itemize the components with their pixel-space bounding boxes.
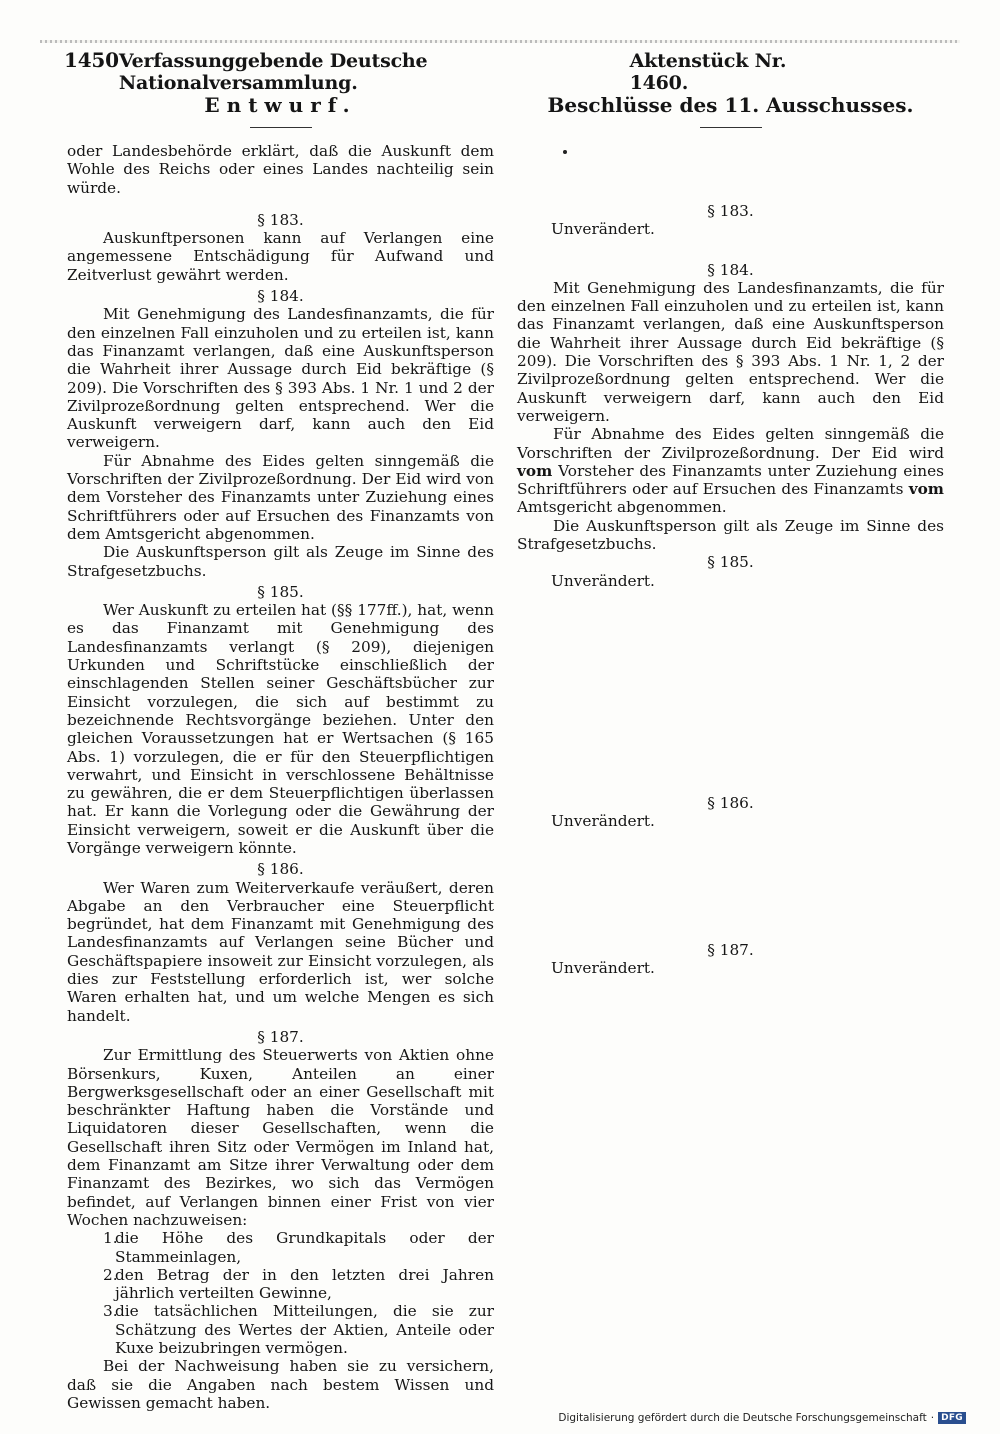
section-184-paragraph-2 <box>517 425 944 516</box>
section-187-paragraph-2: Bei der Nachweisung haben sie zu versichern, daß sie die Angaben nach bestem Wissen und Gewissen gemacht haben. <box>67 1357 494 1412</box>
section-186-status: Unverändert. <box>551 812 655 831</box>
list-item <box>67 1302 494 1357</box>
document-reference: Aktenstück Nr. 1460. <box>629 50 787 94</box>
section-187-list <box>67 1229 494 1357</box>
section-185-number: § 185. <box>707 553 754 572</box>
publication-title: Verfassunggebende Deutsche Nationalversammlung. <box>118 50 428 94</box>
section-184-paragraph-3: Die Auskunftsperson gilt als Zeuge im Sinne des Strafgesetzbuchs. <box>67 543 494 580</box>
paragraph-text: Amtsgericht abgenommen. <box>517 498 727 517</box>
list-item-number: 2. <box>103 1265 118 1284</box>
dfg-logo: DFG <box>938 1412 966 1424</box>
section-184-paragraph-1: Mit Genehmigung des Landesfinanzamts, die für den einzelnen Fall einzuholen und zu erteilen ist, kann das Finanzamt verlangen, daß eine Auskunftsperson die Wahrheit ihrer Aussage durch Eid bekräftige (§ 209). Die Vorschriften des § 393 Abs. 1 Nr. 1 und 2 der Zivilprozeßordnung gelten entsprechend. Wer die Auskunft verweigern darf, kann auch den Eid verweigern. <box>67 305 494 452</box>
section-185-paragraph: Wer Auskunft zu erteilen hat (§§ 177ff.), hat, wenn es das Finanzamt mit Genehmigung des Landesfinanzamts verlangt (§ 209), diejenigen Urkunden und Schriftstücke einschließlich der einschlagenden Stellen seiner Geschäftsbücher zur Einsicht vorzulegen, die sich auf bestimmt zu bezeichnende Rechtsvorgänge beziehen. Unter den gleichen Voraussetzungen hat er Wertsachen (§ 165 Abs. 1) vorzulegen, die er für den Steuerpflichtigen verwahrt, und Einsicht in verschlossene Behältnisse zu gewähren, die er dem Steuerpflichtigen überlassen hat. Er kann die Vorlegung oder die Gewährung der Einsicht verweigern, soweit er die Auskunft über die Vorgänge verweigern könnte. <box>67 601 494 857</box>
section-187-number: § 187. <box>707 940 754 959</box>
heading-rule <box>700 127 762 128</box>
list-item-text: die Höhe des Grundkapitals oder der Stammeinlagen, <box>115 1229 494 1266</box>
list-item-text: die tatsächlichen Mitteilungen, die sie zur Schätzung des Wertes der Aktien, Anteile oder Kuxe beizubringen vermögen. <box>115 1302 494 1357</box>
digitization-credit <box>558 1412 966 1424</box>
section-185-number: § 185. <box>257 582 304 601</box>
page-header <box>64 48 834 94</box>
section-184-paragraph-1: Mit Genehmigung des Landesfinanzamts, die für den einzelnen Fall einzuholen und zu erteilen ist, kann das Finanzamt verlangen, daß eine Auskunftsperson die Wahrheit ihrer Aussage durch Eid bekräftige (§ 209). Die Vorschriften des § 393 Abs. 1 Nr. 1, 2 der Zivilprozeßordnung gelten entsprechend. Wer die Auskunft verweigern darf, kann auch den Eid verweigern. <box>517 278 944 425</box>
section-183-number: § 183. <box>707 202 754 220</box>
list-item-number: 1. <box>103 1229 118 1248</box>
section-186-number: § 186. <box>707 793 754 812</box>
intro-continuation: oder Landesbehörde erklärt, daß die Auskunft dem Wohle des Reichs oder eines Landes nachteilig sein würde. <box>67 142 494 197</box>
list-item-number: 3. <box>103 1302 118 1321</box>
section-187-paragraph-1: Zur Ermittlung des Steuerwerts von Aktien ohne Börsenkurs, Kuxen, Anteilen an einer Bergwerksgesellschaft oder an einer Gesellschaft mit beschränkter Haftung haben die Vorstände und Liquidatoren dieser Gesellschaften, wenn die Gesellschaft ihren Sitz oder Vermögen im Inland hat, dem Finanzamt am Sitze ihrer Verwaltung oder dem Finanzamt des Bezirkes, wo sich das Vermögen befindet, auf Verlangen binnen einer Frist von vier Wochen nachzuweisen: <box>67 1046 494 1229</box>
section-184-number: § 184. <box>707 260 754 279</box>
section-185-status: Unverändert. <box>551 571 655 590</box>
draft-heading: Entwurf. <box>204 93 357 117</box>
section-183-number: § 183. <box>257 210 304 229</box>
committee-heading: Beschlüsse des 11. Ausschusses. <box>547 93 914 117</box>
section-184-paragraph-3: Die Auskunftsperson gilt als Zeuge im Sinne des Strafgesetzbuchs. <box>517 516 944 554</box>
paragraph-text: Für Abnahme des Eides gelten sinngemäß die Vorschriften der Zivilprozeßordnung. Der Eid wird <box>517 425 944 462</box>
page-number: 1450 <box>64 48 119 72</box>
section-187-status: Unverändert. <box>551 958 655 977</box>
emphasis-vom: vom <box>517 461 553 480</box>
committee-column <box>517 92 944 977</box>
print-speck <box>563 150 567 154</box>
section-186-paragraph: Wer Waren zum Weiterverkaufe veräußert, deren Abgabe an den Verbraucher eine Steuerpflicht begründet, hat dem Finanzamt mit Genehmigung des Landesfinanzamts auf Verlangen seine Bücher und Geschäftspapiere insoweit zur Einsicht vorzulegen, als dies zur Feststellung erforderlich ist, wer solche Waren erhalten hat, und um welche Mengen es sich handelt. <box>67 878 494 1025</box>
emphasis-vom: vom <box>908 480 944 499</box>
section-186-number: § 186. <box>257 860 304 879</box>
draft-column <box>67 92 494 1412</box>
credit-text: Digitalisierung gefördert durch die Deutsche Forschungsgemeinschaft <box>558 1412 927 1424</box>
list-item-text: den Betrag der in den letzten drei Jahren jährlich verteilten Gewinne, <box>115 1265 494 1303</box>
paragraph-text: Vorsteher des Finanzamts unter Zuziehung eines Schriftführers oder auf Ersuchen des Finanzamts <box>517 461 944 499</box>
section-187-number: § 187. <box>257 1027 304 1046</box>
section-183-status: Unverändert. <box>551 220 655 239</box>
section-184-number: § 184. <box>257 287 304 306</box>
heading-rule <box>250 127 312 128</box>
section-183-paragraph: Auskunftpersonen kann auf Verlangen eine angemessene Entschädigung für Aufwand und Zeitverlust gewährt werden. <box>67 229 494 284</box>
list-item <box>67 1229 494 1266</box>
separator-dot-icon: · <box>930 1412 935 1424</box>
list-item <box>67 1266 494 1303</box>
header-decorative-rule <box>40 40 960 43</box>
section-184-paragraph-2: Für Abnahme des Eides gelten sinngemäß die Vorschriften der Zivilprozeßordnung. Der Eid wird von dem Vorsteher des Finanzamts unter Zuziehung eines Schriftführers oder auf Ersuchen des Finanzamts von dem Amtsgericht abgenommen. <box>67 451 494 543</box>
